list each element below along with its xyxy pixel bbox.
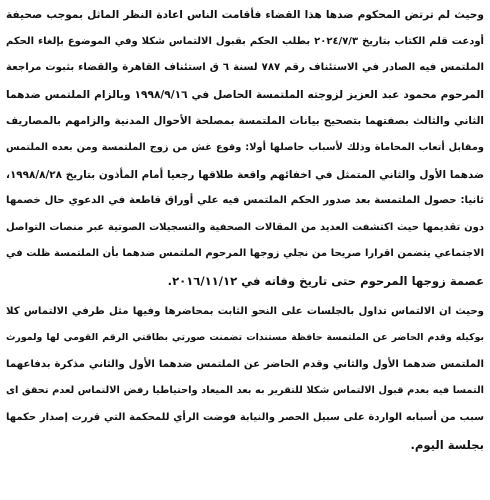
text-line: سبب من أسبابه الواردة على سبيل الحصر والنيابة فوضت الرأي للمحكمة التي قررت إصدار حكمها bbox=[6, 411, 484, 423]
text-line: دون تقديمها حيث اكتشفت العديد من المقالات الصحفية والتسجيلات الصوتية عبر منصات التواصل bbox=[6, 221, 484, 233]
text-line: المرحوم محمود عبد العزيز لزوجته الملتمسة الحاصل في ١٩٩٨/٩/١٦ وبالزام الملتمس ضدهما bbox=[6, 88, 484, 101]
text-line: عصمة زوجها المرحوم حتى تاريخ وفاته في ٢٠١٦/١١/١٢. bbox=[167, 273, 484, 288]
paragraph-petition bbox=[6, 2, 484, 295]
text-line: بجلسة اليوم. bbox=[410, 437, 484, 452]
text-line: وحيث ان الالتماس تداول بالجلسات على النحو الثابت بمحاضرها وفيها مثل طرفي الالتماس كلا bbox=[6, 305, 484, 317]
text-line: الثاني والثالث بصفتهما بتصحيح بيانات الملتمسة بمصلحة الأحوال المدنية والزامهم بالمصاريف bbox=[6, 115, 484, 128]
text-line: وحيث لم ترتض المحكوم ضدها هذا القضاء فأقامت الناس اعادة النظر الماثل بموجب صحيفة bbox=[6, 9, 484, 21]
text-line: ضدهما الأول والثاني المتمثل في اخفائهم واقعة طلاقها رجعيا أمام المأذون بتاريخ ١٩٩٨/٨/٢٨، bbox=[6, 168, 484, 181]
text-line: الملتمس ضدهما الأول والثاني وقدم الحاضر عن الملتمس ضدهما الأول والثاني مذكرة بدفاعهما bbox=[6, 358, 484, 370]
text-line: ثانيا: حصول الملتمسة بعد صدور الحكم الملتمس فيه علي أوراق قاطعة في الدعوي حال خصمها bbox=[6, 195, 484, 207]
text-line: الاجتماعي يتضمن اقرارا صريحا من نجلي زوجها المرحوم الملتمس ضدهما بأن الملتمسة ظلت في bbox=[6, 248, 484, 260]
text-line: ومقابل أتعاب المحاماة وذلك لأسباب حاصلها أولا: وقوع غش من زوج الملتمسة ومن بعده الملتمس bbox=[6, 141, 484, 153]
paragraph-proceedings bbox=[6, 299, 484, 459]
text-line: الملتمس فيه الصادر في الاستئناف رقم ٧٨٧ لسنة ٦ ق استئناف القاهرة والقضاء بثبوت مراجعة bbox=[6, 62, 484, 74]
text-line: أودعت قلم الكتاب بتاريخ ٢٠٢٤/٧/٣ بطلب الحكم بقبول الالتماس شكلا وفي الموضوع بإلغاء الحكم bbox=[6, 35, 484, 47]
text-line: التمسا فيه بعدم قبول الالتماس شكلا للتقرير به بعد الميعاد واحتياطيا رفض الالتماس لعدم تحقق اى bbox=[6, 385, 484, 397]
text-line: بوكيله وقدم الحاضر عن الملتمسة حافظة مستندات تضمنت صورتي بطاقتي الرقم القومي لها ولمورث bbox=[6, 332, 484, 344]
